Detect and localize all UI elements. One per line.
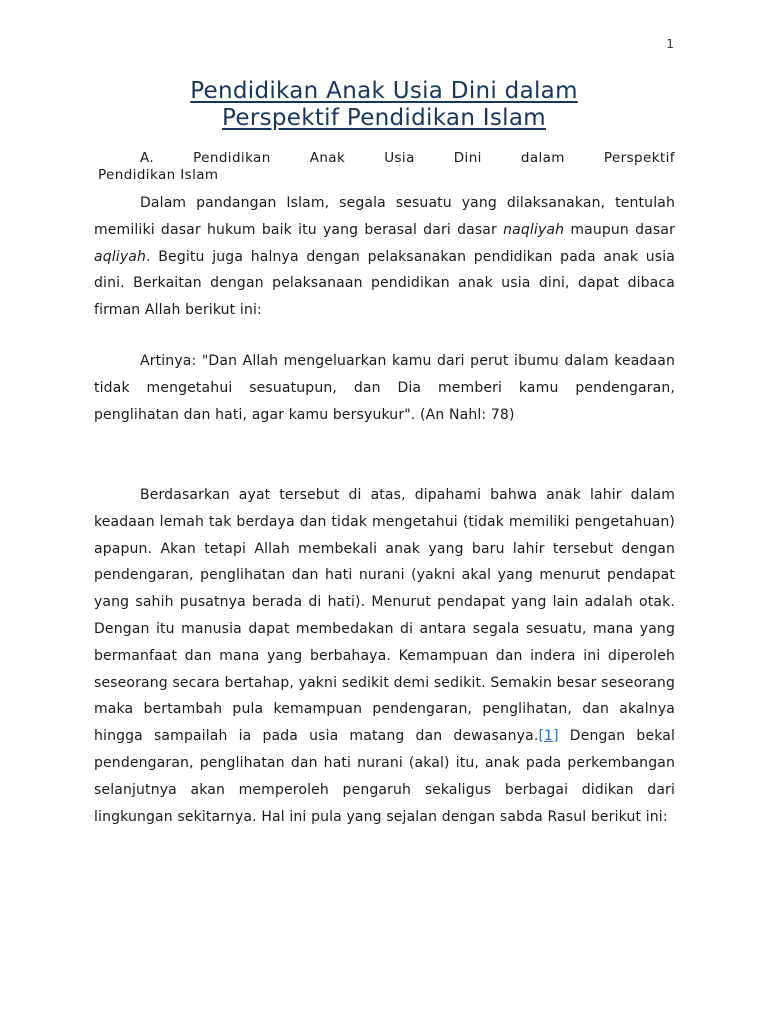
title-line-1: Pendidikan Anak Usia Dini dalam: [190, 78, 578, 104]
paragraph-2-quote: Artinya: "Dan Allah mengeluarkan kamu dari perut ibumu dalam keadaan tidak mengetahui sesuatupun, dan Dia memberi kamu pendengaran, penglihatan dan hati, agar kamu bersyukur". (An Nahl: 78): [94, 353, 675, 423]
paragraph-1: Dalam pandangan Islam, segala sesuatu yang dilaksanakan, tentulah memiliki dasar hukum baik itu yang berasal dari dasar naqliyah maupun dasar aqliyah. Begitu juga halnya dengan pelaksanakan pendidikan pada anak usia dini. Berkaitan dengan pelaksanaan pendidikan anak usia dini, dapat dibaca firman Allah berikut ini:: [94, 195, 675, 319]
section-word: Dini: [453, 150, 482, 166]
title-line-2: Perspektif Pendidikan Islam: [222, 105, 546, 131]
section-letter: A.: [140, 150, 155, 166]
page-number: 1: [666, 37, 674, 51]
section-heading: [98, 150, 675, 184]
section-heading-line-2: Pendidikan Islam: [98, 167, 219, 183]
document-title: [0, 78, 768, 132]
section-word: Usia: [384, 150, 415, 166]
footnote-link[interactable]: [1]: [538, 728, 559, 745]
term-naqliyah: naqliyah: [503, 221, 565, 238]
section-word: dalam: [520, 150, 565, 166]
section-word: Anak: [309, 150, 346, 166]
section-heading-line-1: [98, 150, 675, 167]
section-word: Pendidikan: [193, 150, 271, 166]
section-word: Perspektif: [603, 150, 675, 166]
term-aqliyah: aqliyah: [94, 248, 147, 265]
paragraph-3: Berdasarkan ayat tersebut di atas, dipahami bahwa anak lahir dalam keadaan lemah tak berdaya dan tidak mengetahui (tidak memiliki pengetahuan) apapun. Akan tetapi Allah membekali anak yang baru lahir tersebut dengan pendengaran, penglihatan dan hati nurani (yakni akal yang menurut pendapat yang sahih pusatnya berada di hati). Menurut pendapat yang lain adalah otak. Dengan itu manusia dapat membedakan di antara segala sesuatu, mana yang bermanfaat dan mana yang berbahaya. Kemampuan dan indera ini diperoleh seseorang secara bertahap, yakni sedikit demi sedikit. Semakin besar seseorang maka bertambah pula kemampuan pendengaran, penglihatan, dan akalnya hingga sampailah ia pada usia matang dan dewasanya.[1] Dengan bekal pendengaran, penglihatan dan hati nurani (akal) itu, anak pada perkembangan selanjutnya akan memperoleh pengaruh sekaligus berbagai didikan dari lingkungan sekitarnya. Hal ini pula yang sejalan dengan sabda Rasul berikut ini:: [94, 487, 675, 825]
